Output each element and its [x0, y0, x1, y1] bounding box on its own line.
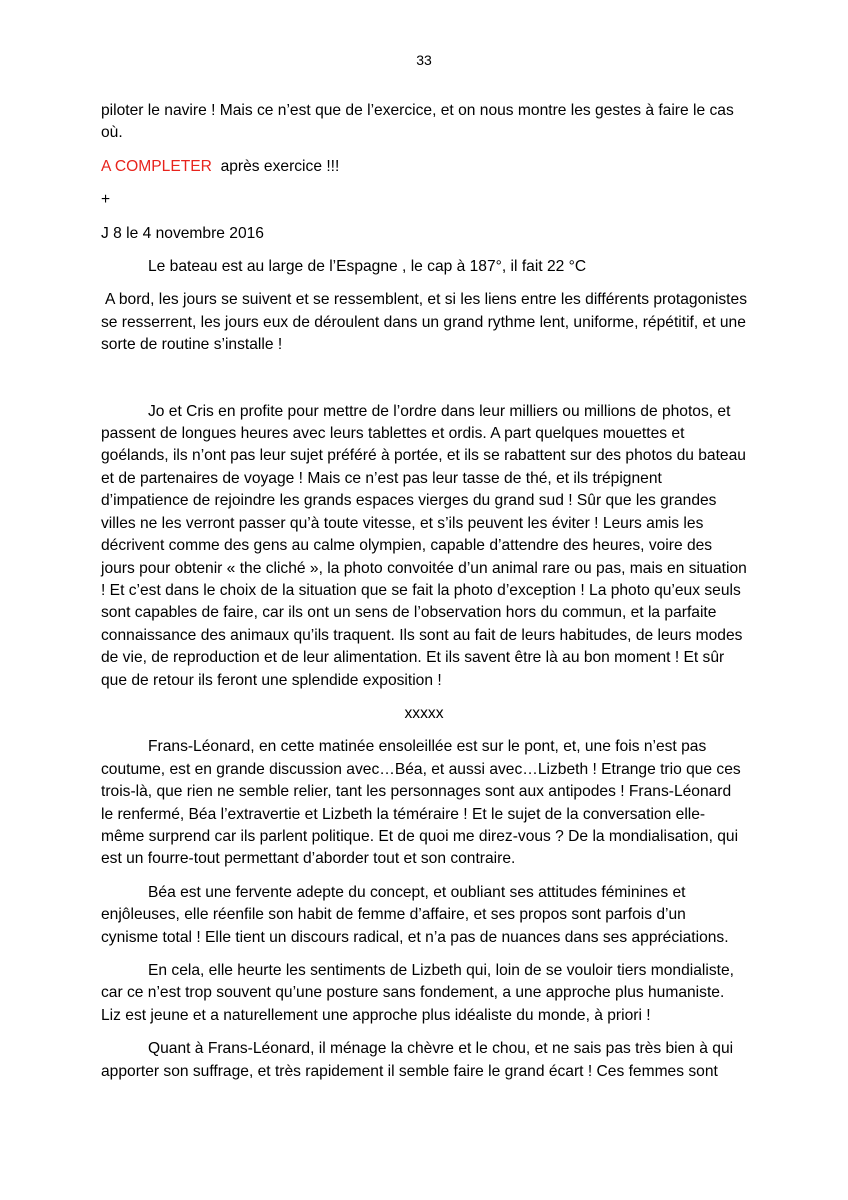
page-number: 33 — [416, 52, 432, 68]
paragraph-frans-leonard: Quant à Frans-Léonard, il ménage la chèvre et le chou, et ne sais pas très bien à qui apporter son suffrage, et très rapidement il semble faire le grand écart ! Ces femmes sont — [101, 1040, 734, 1080]
to-complete-text: après exercice !!! — [211, 157, 340, 175]
to-complete-marker: A COMPLETER — [101, 157, 212, 175]
paragraph-continued: piloter le navire ! Mais ce n’est que de l’exercice, et on nous montre les gestes à faire le cas où. — [101, 102, 734, 142]
paragraph-position: Le bateau est au large de l’Espagne , le cap à 187°, il fait 22 °C — [148, 258, 587, 276]
paragraph-routine: A bord, les jours se suivent et se ressemblent, et si les liens entre les différents protagonistes se resserrent, les jours eux de déroulent dans un grand rythme lent, uniforme, répétitif, et une sorte de routine s’installe ! — [101, 291, 747, 354]
section-separator: xxxxx — [404, 704, 444, 722]
paragraph-lizbeth: En cela, elle heurte les sentiments de Lizbeth qui, loin de se vouloir tiers mondialiste, car ce n’est trop souvent qu’une posture sans fondement, a une approche plus humaniste. Liz est jeune et a naturellement une approche plus idéaliste du monde, à priori ! — [101, 962, 734, 1024]
paragraph-photographers: Jo et Cris en profite pour mettre de l’ordre dans leur milliers ou millions de photos, et passent de longues heures avec leurs tablettes et ordis. A part quelques mouettes et goélands, ils n’ont pas leur sujet préféré à portée, et ils se rabattent sur des photos du bateau et de partenaires de voyage ! Mais ce n’est pas leur tasse de thé, et ils trépignent d’impatience de rejoindre les grands espaces vierges du grand sud ! Sûr que les grandes villes ne les verront passer qu’à toute vitesse, et s’ils peuvent les éviter ! Leurs amis les décrivent comme des gens au calme olympien, capable d’attendre des heures, voire des jours pour obtenir « the cliché », la photo convoitée d’un animal rare ou pas, mais en situation ! Et c’est dans le choix de la situation que se fait la photo d’exception ! La photo qu’eux seuls sont capables de faire, car ils ont un sens de l’observation hors du commun, et la parfaite connaissance des animaux qu’ils traquent. Ils sont au fait de leurs habitudes, de leurs modes de vie, de reproduction et de leur alimentation. Et ils savent être là au bon moment ! Et sûr que de retour ils feront une splendide exposition ! — [101, 402, 747, 689]
paragraph-to-complete-note — [101, 156, 747, 178]
blank-gap — [101, 368, 747, 401]
paragraph-trio: Frans-Léonard, en cette matinée ensoleillée est sur le pont, et, une fois n’est pas coutume, est en grande discussion avec…Béa, et aussi avec…Lizbeth ! Etrange trio que ces trois-là, que rien ne semble relier, tant les personnages sont aux antipodes ! Frans-Léonard le renfermé, Béa l’extravertie et Lizbeth la téméraire ! Et le sujet de la conversation elle-même surprend car ils parlent politique. Et de quoi me direz-vous ? De la mondialisation, qui est un fourre-tout permettant d’aborder tout et son contraire. — [101, 738, 741, 868]
paragraph-bea: Béa est une fervente adepte du concept, et oubliant ses attitudes féminines et enjôleuses, elle réenfile son habit de femme d’affaire, et ses propos sont parfois d’un cynisme total ! Elle tient un discours radical, et n’a pas de nuances dans ses appréciations. — [101, 883, 729, 946]
plus-sign: + — [101, 191, 111, 209]
document-body — [101, 100, 747, 1094]
day-heading: J 8 le 4 novembre 2016 — [101, 224, 264, 242]
